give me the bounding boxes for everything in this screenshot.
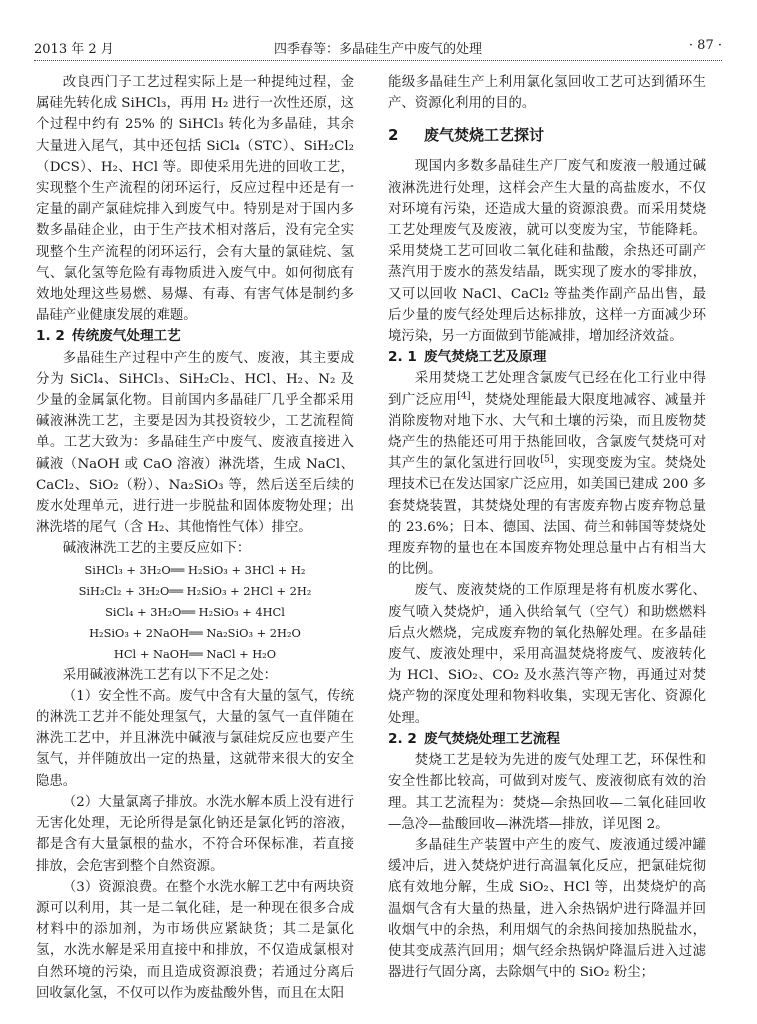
section-title: 传统废气处理工艺 bbox=[72, 328, 181, 345]
section-number: 1. 2 bbox=[36, 328, 65, 345]
citation-4[interactable]: [4] bbox=[457, 390, 471, 402]
paragraph: 改良西门子工艺过程实际上是一种提纯过程，金属硅先转化成 SiHCl₃，再用 H₂ 进行一次性还原，这个过程中约有 25% 的 SiHCl₃ 转化为多晶硅，其余大量进入尾气，其中还包括 SiCl₄（STC）、SiH₂Cl₂（DCS）、H₂、HCl 等。即使采用先进的回收工艺，实现整个生产流程的闭环运行，反应过程中还是有一定量的副产氯硅烷排入到废气中。特别是对于国内多数多晶硅企业，由于生产技术相对落后，没有完全实现整个生产流程的闭环运行，会有大量的氯硅烷、氢气、氯化氢等危险有毒物质进入废气中。如何彻底有效地处理这些易燃、易爆、有毒、有害气体是制约多晶硅产业健康发展的难题。 bbox=[36, 75, 354, 324]
chemical-equation: SiH₂Cl₂ + 3H₂O══ H₂SiO₃ + 2HCl + 2H₂ bbox=[78, 583, 312, 598]
section-title: 废气焚烧工艺探讨 bbox=[424, 126, 545, 145]
paragraph: 现国内多数多晶硅生产厂废气和废液一般通过碱液淋洗进行处理，这样会产生大量的高盐废水，不仅对环境有污染，还造成大量的资源浪费。而采用焚烧工艺处理废气及废液，就可以变废为宝，节能降耗。采用焚烧工艺可回收二氧化硅和盐酸，余热还可副产蒸汽用于废水的蒸发结晶，既实现了废水的零排放，又可以回收 NaCl、CaCl₂ 等盐类作副产品出售，最后少量的废气经处理后达标排放，这样一方面减少环境污染，另一方面做到节能减排，增加经济效益。 bbox=[388, 159, 706, 345]
issue-date: 2013 年 2 月 bbox=[34, 42, 114, 57]
paragraph: 采用碱液淋洗工艺有以下不足之处： bbox=[62, 667, 278, 683]
paragraph: 碱液淋洗工艺的主要反应如下： bbox=[62, 541, 251, 557]
text-run: ，焚烧处理能最大限度地减容、减量并消除废物对地下水、大气和土壤的污染，而且废物焚烧产生的热能还可用于热能回收，含氯废气焚烧可对其产生的氯化氢进行回收 bbox=[388, 392, 707, 472]
paragraph bbox=[388, 368, 706, 580]
paragraph: 废气、废液焚烧的工作原理是将有机废水雾化、废气喷入焚烧炉，通入供给氧气（空气）和助燃燃料后点火燃烧，完成废弃物的氧化热解处理。在多晶硅废气、废液处理中，采用高温焚烧将废气、废液转化为 HCl、SiO₂、CO₂ 及水蒸汽等产物，再通过对焚烧产物的深度处理和物料收集，实现无害化、资源化处理。 bbox=[388, 583, 706, 726]
section-heading-2-2 bbox=[388, 729, 706, 750]
text-run: ，实现变废为宝。焚烧处理技术已在发达国家广泛应用，如美国已建成 200 多套焚烧装置，其焚烧处理的有害废弃物占废弃物总量的 23.6%；日本、德国、法国、荷兰和韩国等焚烧处理废弃物的量也在本国废弃物处理总量中占有相当大的比例。 bbox=[388, 456, 706, 578]
chemical-equation: HCl + NaOH══ NaCl + H₂O bbox=[113, 646, 277, 661]
page-number: · 87 · bbox=[688, 38, 722, 53]
section-heading-2-1 bbox=[388, 347, 706, 368]
paragraph: （2）大量氯离子排放。水洗水解本质上没有进行无害化处理，无论所得是氯化钠还是氯化钙的溶液，都是含有大量氯根的盐水，不符合环保标准，若直接排放，会危害到整个自然资源。 bbox=[36, 794, 354, 874]
paragraph: （1）安全性不高。废气中含有大量的氢气，传统的淋洗工艺并不能处理氢气，大量的氢气一直伴随在淋洗工艺中，并且淋洗中碱液与氯硅烷反应也要产生氢气，并伴随放出一定的热量，这就带来很大的安全隐患。 bbox=[36, 688, 354, 789]
citation-5[interactable]: [5] bbox=[540, 453, 554, 465]
running-header bbox=[34, 38, 722, 58]
section-heading-1-2 bbox=[36, 326, 354, 347]
chemical-equation: SiHCl₃ + 3H₂O══ H₂SiO₃ + 3HCl + H₂ bbox=[84, 562, 306, 577]
paragraph: 多晶硅生产过程中产生的废气、废液，其主要成分为 SiCl₄、SiHCl₃、SiH₂Cl₂、HCl、H₂、N₂ 及少量的金属氯化物。目前国内多晶硅厂几乎全都采用碱液淋洗工艺，主要是因为其投资较少，工艺流程简单。工艺大致为：多晶硅生产中废气、废液直接进入碱液（NaOH 或 CaO 溶液）淋洗塔，生成 NaCl、CaCl₂、SiO₂（粉）、Na₂SiO₃ 等，然后送至后续的废水处理单元，进行进一步脱盐和固体废物处理；出淋洗塔的尾气（含 H₂、其他惰性气体）排空。 bbox=[36, 350, 354, 536]
section-number: 2 bbox=[388, 126, 399, 145]
running-title: 四季春等：多晶硅生产中废气的处理 bbox=[273, 42, 482, 57]
paragraph: 能级多晶硅生产上利用氯化氢回收工艺可达到循环生产、资源化利用的目的。 bbox=[388, 75, 706, 112]
section-heading-2 bbox=[388, 124, 706, 146]
section-title: 废气焚烧处理工艺流程 bbox=[424, 730, 560, 747]
section-number: 2. 2 bbox=[388, 730, 417, 747]
header-rule bbox=[34, 60, 722, 61]
section-title: 废气焚烧工艺及原理 bbox=[424, 349, 547, 366]
chemical-equation: SiCl₄ + 3H₂O══ H₂SiO₃ + 4HCl bbox=[105, 604, 285, 619]
text-run: 采用焚烧工艺处理含氯废气已经在化工行业中得到广泛应用 bbox=[388, 371, 706, 408]
paragraph: 焚烧工艺是较为先进的废气处理工艺，环保性和安全性都比较高，可做到对废气、废液彻底有效的治理。其工艺流程为：焚烧—余热回收—二氧化硅回收—急冷—盐酸回收—淋洗塔—排放，详见图 2。 bbox=[388, 753, 706, 832]
right-column bbox=[388, 72, 706, 983]
section-number: 2. 1 bbox=[388, 349, 417, 366]
paragraph: 多晶硅生产装置中产生的废气、废液通过缓冲罐缓冲后，进入焚烧炉进行高温氧化反应，把氯硅烷彻底有效地分解，生成 SiO₂、HCl 等，出焚烧炉的高温烟气含有大量的热量，进入余热锅炉进行降温并回收烟气中的余热，利用烟气的余热间接加热脱盐水，使其变成蒸汽回用；烟气经余热锅炉降温后进入过滤器进行气固分离，去除烟气中的 SiO₂ 粉尘； bbox=[388, 837, 706, 981]
chemical-equation: H₂SiO₃ + 2NaOH══ Na₂SiO₃ + 2H₂O bbox=[89, 625, 301, 640]
paragraph: （3）资源浪费。在整个水洗水解工艺中有两块资源可以利用，其一是二氧化硅，是一种现在很多合成材料中的添加剂，为市场供应紧缺货；其二是氯化氢，水洗水解是采用直接中和排放，不仅造成氯根对自然环境的污染，而且造成资源浪费；若通过分离后回收氯化氢，不仅可以作为废盐酸外售，而且在太阳 bbox=[36, 879, 354, 1001]
left-column bbox=[36, 72, 354, 1004]
